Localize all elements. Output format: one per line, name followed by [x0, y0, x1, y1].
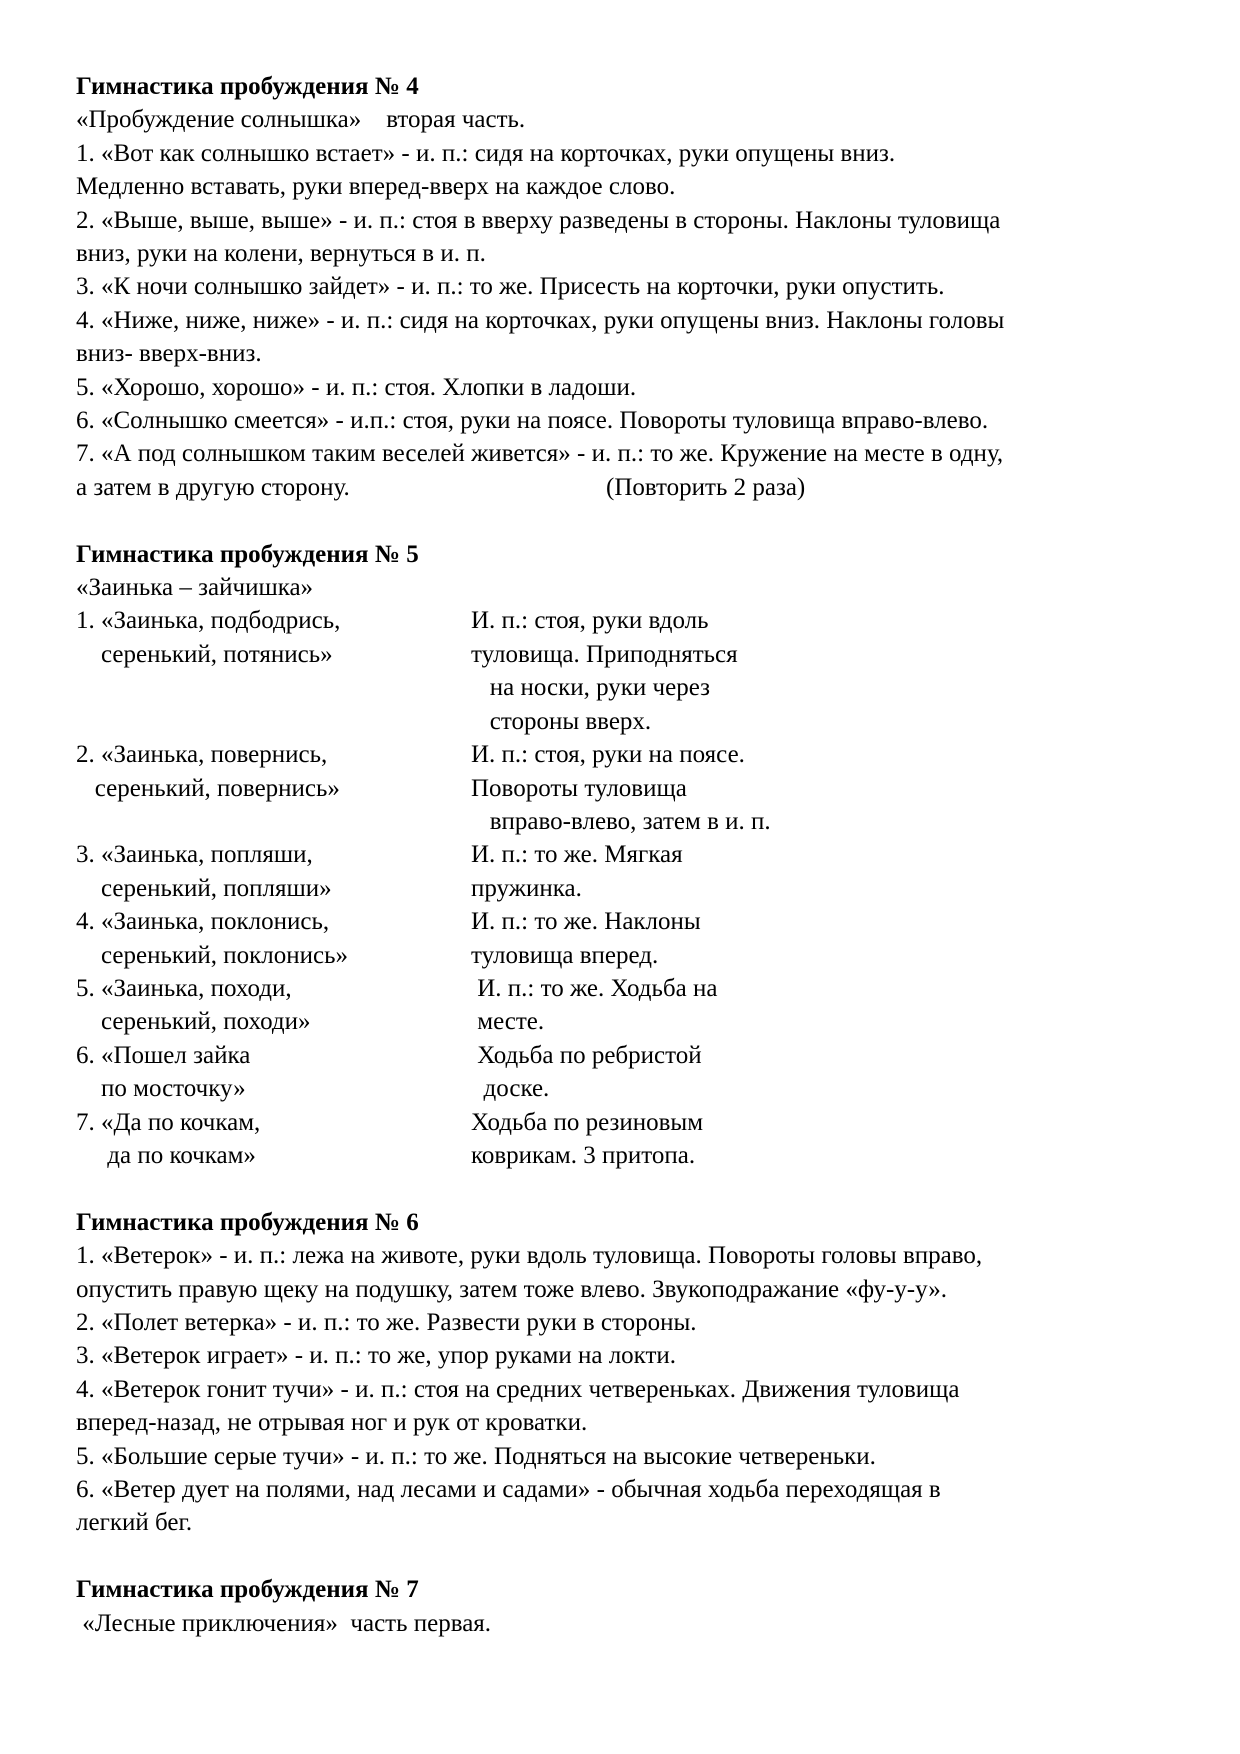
exercise-row: [76, 872, 1176, 905]
repeat-note: (Повторить 2 раза): [606, 473, 806, 501]
exercise-row: [76, 905, 1176, 938]
exercise-instruction: вправо-влево, затем в и. п.: [471, 807, 771, 835]
exercise-rhyme: серенький, повернись»: [76, 774, 340, 802]
exercise-rhyme: [76, 671, 471, 704]
document-page: [76, 70, 1176, 1640]
exercise-instruction: И. п.: то же. Ходьба на: [471, 974, 718, 1002]
exercise-row: [76, 1072, 1176, 1105]
exercise-instruction: стороны вверх.: [471, 707, 652, 735]
exercise-rhyme: [76, 705, 471, 738]
exercise-instruction: Повороты туловища: [471, 774, 687, 802]
exercise-row: [76, 671, 1176, 704]
exercise-row: [76, 805, 1176, 838]
exercise-row: [76, 1139, 1176, 1172]
exercise-rhyme: серенький, поклонись»: [76, 941, 349, 969]
exercise-row: [76, 939, 1176, 972]
text-line: 4. «Ниже, ниже, ниже» - и. п.: сидя на корточках, руки опущены вниз. Наклоны головы: [76, 306, 1005, 334]
section-5-subtitle: «Заинька – зайчишка»: [76, 574, 314, 602]
exercise-rhyme: да по кочкам»: [76, 1141, 256, 1169]
exercise-instruction: туловища. Приподняться: [471, 640, 738, 668]
exercise-row: [76, 705, 1176, 738]
text-line: 3. «К ночи солнышко зайдет» - и. п.: то же. Присесть на корточки, руки опустить.: [76, 273, 945, 301]
text-line: вниз- вверх-вниз.: [76, 340, 262, 368]
exercise-row: [76, 1106, 1176, 1139]
text-line: 6. «Солнышко смеется» - и.п.: стоя, руки на поясе. Повороты туловища вправо-влево.: [76, 407, 989, 435]
exercise-rhyme: 2. «Заинька, повернись,: [76, 741, 328, 769]
section-7-subtitle: «Лесные приключения» часть первая.: [76, 1609, 492, 1637]
section-4-subtitle: «Пробуждение солнышка» вторая часть.: [76, 106, 526, 134]
exercise-instruction: И. п.: то же. Мягкая: [471, 841, 683, 869]
exercise-row: [76, 738, 1176, 771]
text-line: 5. «Большие серые тучи» - и. п.: то же. Подняться на высокие четвереньки.: [76, 1442, 876, 1470]
spacer: [76, 1540, 1176, 1573]
text-line: вперед-назад, не отрывая ног и рук от кроватки.: [76, 1409, 588, 1437]
exercise-row: [76, 1005, 1176, 1038]
text-line: 1. «Ветерок» - и. п.: лежа на животе, руки вдоль туловища. Повороты головы вправо,: [76, 1242, 983, 1270]
section-6-title: Гимнастика пробуждения № 6: [76, 1208, 419, 1236]
spacer: [76, 1172, 1176, 1205]
exercise-row: [76, 838, 1176, 871]
text-line: 2. «Выше, выше, выше» - и. п.: стоя в вверху разведены в стороны. Наклоны туловища: [76, 206, 1001, 234]
text-line: 2. «Полет ветерка» - и. п.: то же. Развести руки в стороны.: [76, 1309, 697, 1336]
exercise-table: [76, 604, 1176, 1172]
exercise-instruction: доске.: [471, 1075, 550, 1103]
exercise-instruction: месте.: [471, 1008, 545, 1036]
exercise-rhyme: серенький, походи»: [76, 1008, 311, 1036]
exercise-instruction: пружинка.: [471, 874, 582, 902]
exercise-rhyme: серенький, попляши»: [76, 874, 332, 902]
text-line: опустить правую щеку на подушку, затем тоже влево. Звукоподражание «фу-у-у».: [76, 1275, 947, 1303]
text-line: вниз, руки на колени, вернуться в и. п.: [76, 240, 486, 268]
text-line: [76, 471, 1176, 504]
text-line: 3. «Ветерок играет» - и. п.: то же, упор руками на локти.: [76, 1342, 677, 1370]
exercise-instruction: Ходьба по резиновым: [471, 1108, 704, 1136]
text-line: Медленно вставать, руки вперед-вверх на каждое слово.: [76, 173, 676, 201]
exercise-instruction: И. п.: стоя, руки на поясе.: [471, 741, 745, 769]
exercise-row: [76, 772, 1176, 805]
text-line-left: а затем в другую сторону.: [76, 473, 350, 501]
text-line: 6. «Ветер дует на полями, над лесами и садами» - обычная ходьба переходящая в: [76, 1476, 941, 1504]
exercise-rhyme: 1. «Заинька, подбодрись,: [76, 607, 341, 635]
exercise-rhyme: по мосточку»: [76, 1075, 246, 1103]
section-7-title: Гимнастика пробуждения № 7: [76, 1576, 419, 1604]
section-5-title: Гимнастика пробуждения № 5: [76, 540, 419, 568]
exercise-instruction: коврикам. 3 притопа.: [471, 1141, 696, 1169]
exercise-instruction: И. п.: то же. Наклоны: [471, 908, 701, 936]
text-line: 4. «Ветерок гонит тучи» - и. п.: стоя на средних четвереньках. Движения туловища: [76, 1375, 960, 1403]
text-line: 5. «Хорошо, хорошо» - и. п.: стоя. Хлопки в ладоши.: [76, 373, 637, 401]
spacer: [76, 504, 1176, 537]
exercise-row: [76, 604, 1176, 637]
exercise-rhyme: серенький, потянись»: [76, 640, 333, 668]
text-line: 7. «А под солнышком таким веселей живется» - и. п.: то же. Кружение на месте в одну,: [76, 440, 1004, 468]
exercise-row: [76, 638, 1176, 671]
exercise-rhyme: [76, 805, 471, 838]
exercise-instruction: туловища вперед.: [471, 941, 659, 969]
exercise-row: [76, 972, 1176, 1005]
text-line: 1. «Вот как солнышко встает» - и. п.: сидя на корточках, руки опущены вниз.: [76, 139, 896, 167]
exercise-row: [76, 1039, 1176, 1072]
exercise-instruction: Ходьба по ребристой: [471, 1041, 702, 1069]
exercise-rhyme: 5. «Заинька, походи,: [76, 974, 292, 1002]
exercise-rhyme: 7. «Да по кочкам,: [76, 1108, 261, 1136]
exercise-rhyme: 6. «Пошел зайка: [76, 1041, 251, 1069]
section-4-title: Гимнастика пробуждения № 4: [76, 73, 419, 100]
exercise-rhyme: 4. «Заинька, поклонись,: [76, 908, 330, 936]
text-line: легкий бег.: [76, 1509, 193, 1537]
exercise-instruction: И. п.: стоя, руки вдоль: [471, 607, 709, 635]
exercise-rhyme: 3. «Заинька, попляши,: [76, 841, 313, 869]
exercise-instruction: на носки, руки через: [471, 674, 710, 702]
